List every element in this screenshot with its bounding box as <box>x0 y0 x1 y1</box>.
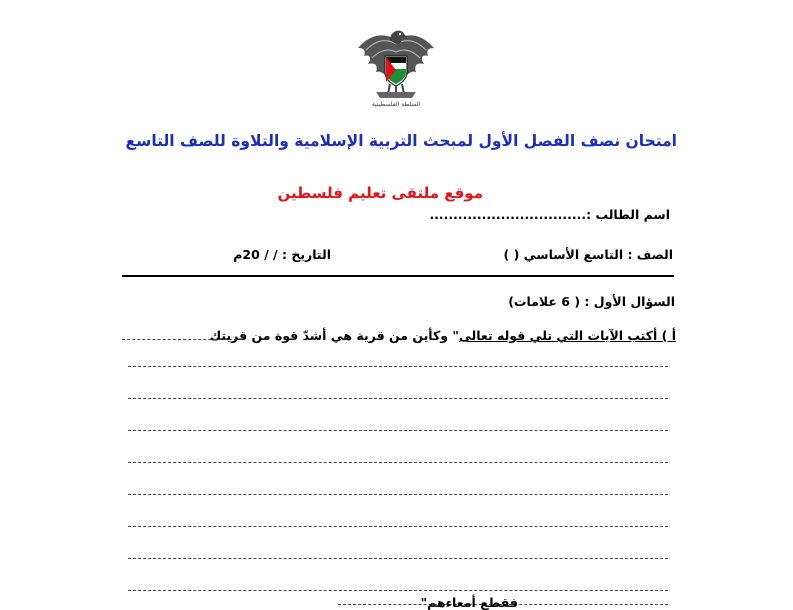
student-name-field: اسم الطالب :................................. <box>429 207 670 222</box>
question-1-title: السؤال الأول : ( 6 علامات) <box>508 294 675 309</box>
answer-line <box>122 339 242 340</box>
answer-line <box>128 430 668 431</box>
answer-line <box>128 494 668 495</box>
question-1-task-a <box>210 328 676 343</box>
answer-line <box>128 462 668 463</box>
answer-line <box>128 526 668 527</box>
palestinian-authority-emblem <box>350 22 442 114</box>
task-a-label: أ ) أكتب الآيات التي تلي قوله تعالى <box>458 328 676 343</box>
header-divider <box>122 275 674 277</box>
site-name: موقع ملتقى تعليم فلسطين <box>277 184 483 202</box>
answer-line <box>128 366 668 367</box>
emblem-caption: السلطة الفلسطينية <box>371 101 421 108</box>
eagle-emblem-icon <box>350 22 442 102</box>
grade-field: الصف : التاسع الأساسي ( ) <box>503 247 673 262</box>
date-field: التاريخ : / / 20م <box>233 247 331 262</box>
passage-end: فقطع أمعاءهم" <box>420 595 518 610</box>
answer-line <box>128 558 668 559</box>
answer-line <box>128 590 668 591</box>
exam-title: امتحان نصف الفصل الأول لمبحث التربية الإسلامية والتلاوة للصف التاسع <box>125 132 677 150</box>
answer-line <box>128 398 668 399</box>
task-a-quote: " وكأين من قرية هي أشدّ قوة من قريتك <box>209 328 459 343</box>
